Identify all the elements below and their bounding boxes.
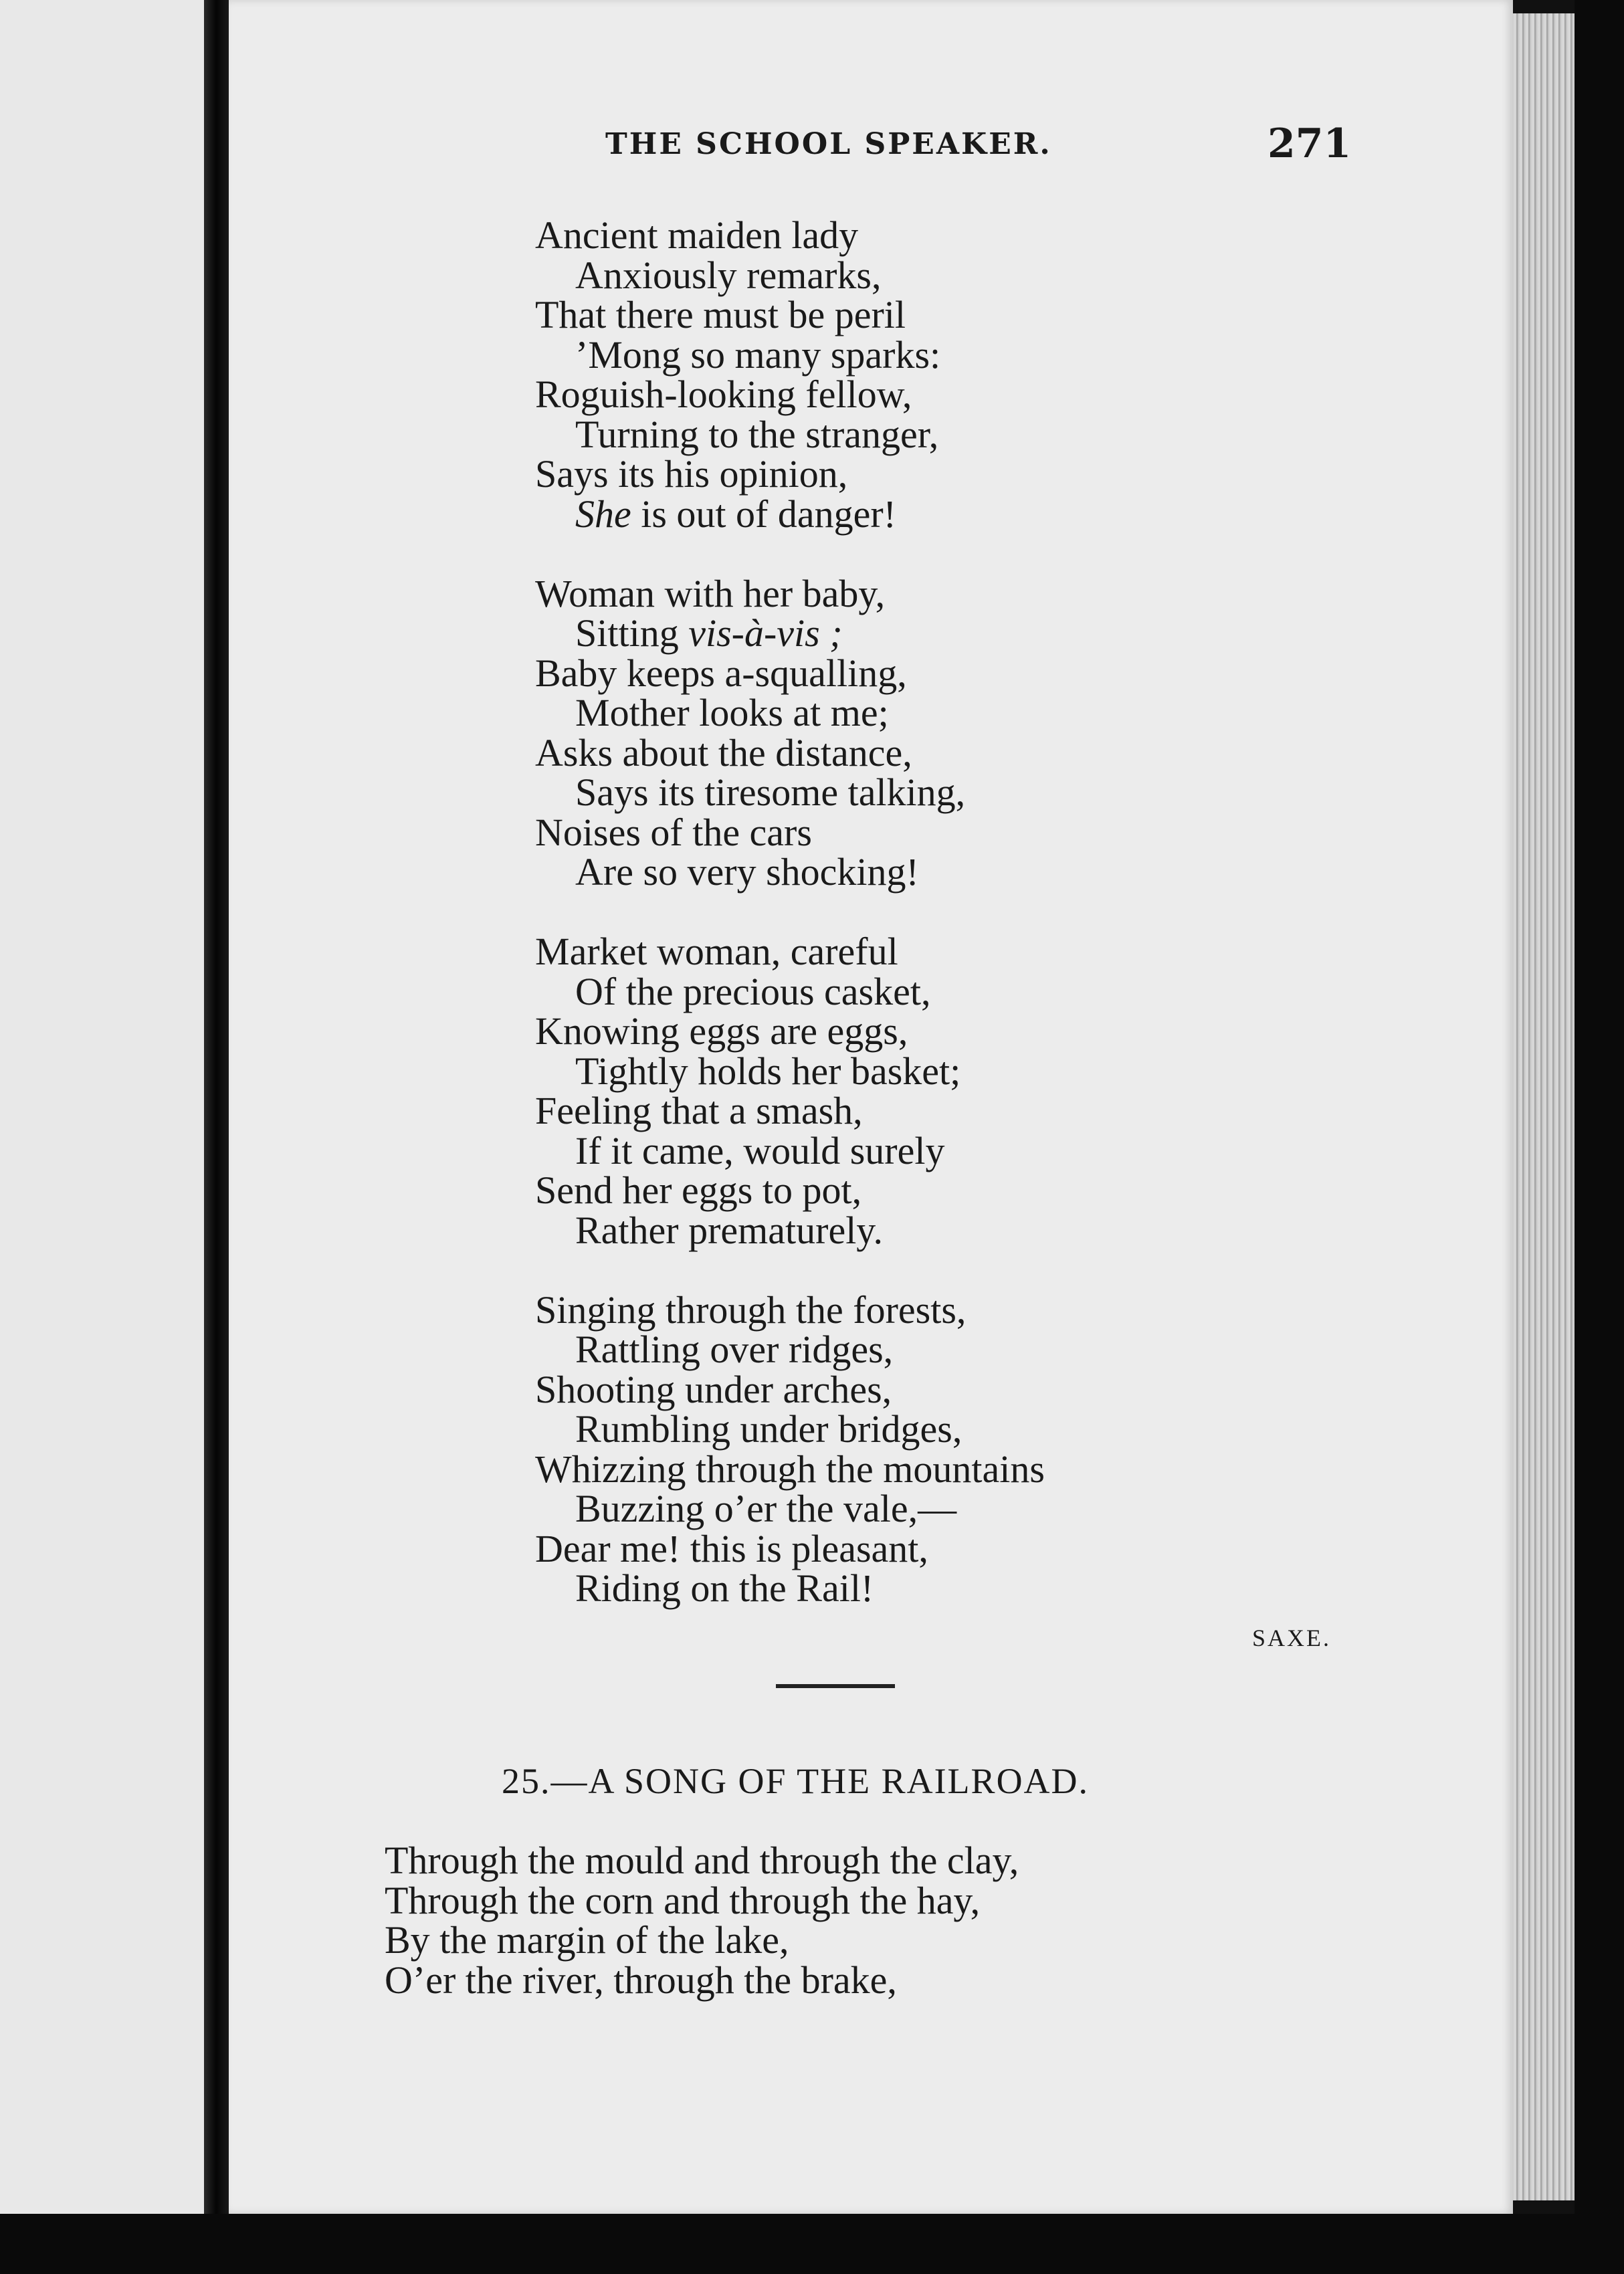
poem-line: Buzzing o’er the vale,— xyxy=(575,1487,957,1530)
poem-line: Asks about the distance, xyxy=(535,730,912,774)
poem-line: Through the corn and through the hay, xyxy=(385,1878,981,1922)
poem-line: Tightly holds her basket; xyxy=(575,1049,961,1093)
stanza-3 xyxy=(535,932,1045,1250)
poem xyxy=(535,215,1045,1609)
poem-line: That there must be peril xyxy=(535,293,906,336)
poem-line: Feeling that a smash, xyxy=(535,1089,863,1132)
line-text: Sitting xyxy=(575,611,689,655)
author-attribution: SAXE. xyxy=(1252,1625,1332,1651)
poem-line: Says its his opinion, xyxy=(535,452,848,496)
poem-line: Through the mould and through the clay, xyxy=(385,1839,1019,1882)
poem-line: ’Mong so many sparks: xyxy=(575,332,941,377)
scan-border-right xyxy=(1575,0,1624,2274)
poem-line: Shooting under arches, xyxy=(535,1367,892,1411)
poem-line: Rumbling under bridges, xyxy=(575,1407,962,1451)
italic-word: She xyxy=(575,492,631,536)
poem-line: Dear me! this is pleasant, xyxy=(535,1526,928,1570)
poem-line: Riding on the Rail! xyxy=(575,1566,874,1610)
poem-line: If it came, would surely xyxy=(575,1128,945,1172)
facing-page xyxy=(0,0,213,2226)
poem-line xyxy=(535,494,1045,534)
running-title: THE SCHOOL SPEAKER. xyxy=(605,127,1052,161)
poem-line: Woman with her baby, xyxy=(535,571,886,615)
poem-line: Roguish-looking fellow, xyxy=(535,373,912,416)
poem-line: Turning to the stranger, xyxy=(575,412,939,456)
poem-line: Whizzing through the mountains xyxy=(535,1447,1045,1491)
poem-line: Noises of the cars xyxy=(535,810,812,854)
poem-line: Rather prematurely. xyxy=(575,1208,884,1252)
scan-border-bottom xyxy=(0,2214,1624,2274)
next-poem xyxy=(385,1841,1019,2000)
poem-line: Are so very shocking! xyxy=(575,850,919,894)
poem-line: By the margin of the lake, xyxy=(385,1918,789,1962)
book-gutter xyxy=(204,0,231,2226)
poem-line: Send her eggs to pot, xyxy=(535,1168,862,1212)
poem-line: Singing through the forests, xyxy=(535,1287,967,1332)
poem-line: O’er the river, through the brake, xyxy=(385,1958,897,2002)
poem-line: Anxiously remarks, xyxy=(575,253,882,297)
poem-line: Knowing eggs are eggs, xyxy=(535,1009,908,1053)
stanza-4 xyxy=(535,1287,1045,1610)
poem-line: Of the precious casket, xyxy=(575,969,931,1013)
poem-line: Market woman, careful xyxy=(535,930,898,973)
poem-line: Ancient maiden lady xyxy=(535,213,859,257)
poem-line: Baby keeps a-squalling, xyxy=(535,651,907,695)
page-number: 271 xyxy=(1267,120,1352,167)
line-text: is out of danger! xyxy=(631,492,896,536)
poem-line: Says its tiresome talking, xyxy=(575,770,966,814)
stanza-1 xyxy=(535,215,1045,534)
section-heading: 25.—A SONG OF THE RAILROAD. xyxy=(502,1761,1090,1801)
poem-line: Rattling over ridges, xyxy=(575,1328,894,1371)
page-edges xyxy=(1513,13,1575,2200)
poem-line xyxy=(535,613,1045,653)
italic-phrase: vis-à-vis ; xyxy=(688,611,843,655)
section-divider xyxy=(776,1684,895,1688)
stanza-2 xyxy=(535,571,1045,894)
poem-line: Mother looks at me; xyxy=(575,691,889,734)
